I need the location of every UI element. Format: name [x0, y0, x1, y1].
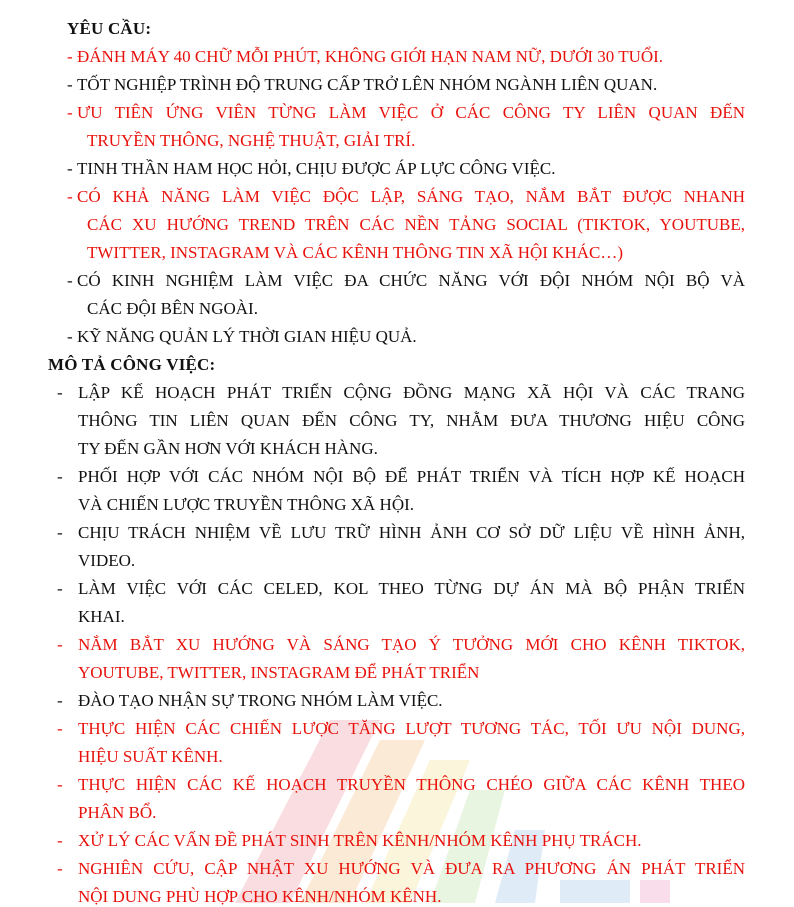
dash-bullet: -	[57, 859, 63, 878]
dash-bullet: -	[57, 523, 63, 542]
list-item-text-line: CÁC XU HƯỚNG TREND TRÊN CÁC NỀN TẢNG SOCIAL (TIKTOK, YOUTUBE,	[87, 215, 745, 234]
list-item-text-line: CÁC ĐỘI BÊN NGOÀI.	[87, 299, 258, 318]
list-item-text-line: NẮM BẮT XU HƯỚNG VÀ SÁNG TẠO Ý TƯỞNG MỚI CHO KÊNH TIKTOK,	[78, 635, 745, 654]
dash-bullet: -	[67, 271, 73, 290]
list-item-text-line: THỰC HIỆN CÁC CHIẾN LƯỢC TĂNG LƯỢT TƯƠNG TÁC, TỐI ƯU NỘI DUNG,	[78, 719, 745, 738]
dash-bullet: -	[57, 775, 63, 794]
dash-bullet: -	[57, 383, 63, 402]
list-item-text-line: TINH THẦN HAM HỌC HỎI, CHỊU ĐƯỢC ÁP LỰC CÔNG VIỆC.	[77, 159, 556, 178]
dash-bullet: -	[67, 47, 73, 66]
watermark-bar-blue	[560, 880, 630, 903]
watermark-bar-pink	[640, 880, 670, 903]
list-item-text-line: LÀM VIỆC VỚI CÁC CELED, KOL THEO TỪNG DỰ ÁN MÀ BỘ PHẬN TRIỂN	[78, 579, 745, 598]
list-item-text-line: NGHIÊN CỨU, CẬP NHẬT XU HƯỚNG VÀ ĐƯA RA PHƯƠNG ÁN PHÁT TRIỂN	[78, 859, 745, 878]
list-item-text-line: LẬP KẾ HOẠCH PHÁT TRIỂN CỘNG ĐỒNG MẠNG XÃ HỘI VÀ CÁC TRANG	[78, 383, 745, 402]
list-item-text-line: ĐÁNH MÁY 40 CHỮ MỖI PHÚT, KHÔNG GIỚI HẠN NAM NỮ, DƯỚI 30 TUỔI.	[77, 47, 664, 66]
list-item-text-line: HIỆU SUẤT KÊNH.	[78, 747, 223, 766]
list-item-text-line: YOUTUBE, TWITTER, INSTAGRAM ĐỂ PHÁT TRIỂN	[78, 663, 480, 682]
dash-bullet: -	[67, 103, 73, 122]
list-item-text-line: TY ĐẾN GẦN HƠN VỚI KHÁCH HÀNG.	[78, 439, 378, 458]
dash-bullet: -	[57, 691, 63, 710]
list-item-text-line: VIDEO.	[78, 551, 136, 570]
list-item-text-line: NỘI DUNG PHÙ HỢP CHO KÊNH/NHÓM KÊNH.	[78, 887, 442, 906]
job-description-heading: MÔ TẢ CÔNG VIỆC:	[48, 355, 216, 374]
list-item-text-line: XỬ LÝ CÁC VẤN ĐỀ PHÁT SINH TRÊN KÊNH/NHÓM KÊNH PHỤ TRÁCH.	[78, 831, 642, 850]
dash-bullet: -	[67, 327, 73, 346]
dash-bullet: -	[57, 635, 63, 654]
dash-bullet: -	[57, 579, 63, 598]
list-item-text-line: CHỊU TRÁCH NHIỆM VỀ LƯU TRỮ HÌNH ẢNH CƠ SỞ DỮ LIỆU VỀ HÌNH ẢNH,	[78, 523, 745, 542]
dash-bullet: -	[57, 719, 63, 738]
dash-bullet: -	[67, 75, 73, 94]
list-item-text-line: PHỐI HỢP VỚI CÁC NHÓM NỘI BỘ ĐỂ PHÁT TRIỂN VÀ TÍCH HỢP KẾ HOẠCH	[78, 467, 745, 486]
dash-bullet: -	[57, 467, 63, 486]
list-item-text-line: CÓ KHẢ NĂNG LÀM VIỆC ĐỘC LẬP, SÁNG TẠO, NẮM BẮT ĐƯỢC NHANH	[77, 187, 745, 206]
list-item-text-line: CÓ KINH NGHIỆM LÀM VIỆC ĐA CHỨC NĂNG VỚI ĐỘI NHÓM NỘI BỘ VÀ	[77, 271, 745, 290]
list-item-text-line: ĐÀO TẠO NHẬN SỰ TRONG NHÓM LÀM VIỆC.	[78, 691, 443, 710]
dash-bullet: -	[67, 187, 73, 206]
list-item-text-line: TRUYỀN THÔNG, NGHỆ THUẬT, GIẢI TRÍ.	[87, 131, 416, 150]
requirements-heading: YÊU CẦU:	[67, 19, 152, 38]
list-item-text-line: KHAI.	[78, 607, 125, 626]
dash-bullet: -	[67, 159, 73, 178]
list-item-text-line: VÀ CHIẾN LƯỢC TRUYỀN THÔNG XÃ HỘI.	[78, 495, 415, 514]
list-item-text-line: PHÂN BỔ.	[78, 803, 157, 822]
list-item-text-line: THÔNG TIN LIÊN QUAN ĐẾN CÔNG TY, NHẰM ĐƯA THƯƠNG HIỆU CÔNG	[78, 411, 745, 430]
list-item-text-line: ƯU TIÊN ỨNG VIÊN TỪNG LÀM VIỆC Ở CÁC CÔNG TY LIÊN QUAN ĐẾN	[77, 103, 745, 122]
list-item-text-line: KỸ NĂNG QUẢN LÝ THỜI GIAN HIỆU QUẢ.	[77, 327, 417, 346]
list-item-text-line: THỰC HIỆN CÁC KẾ HOẠCH TRUYỀN THÔNG CHÉO GIỮA CÁC KÊNH THEO	[78, 775, 745, 794]
list-item-text-line: TỐT NGHIỆP TRÌNH ĐỘ TRUNG CẤP TRỞ LÊN NHÓM NGÀNH LIÊN QUAN.	[77, 75, 658, 94]
dash-bullet: -	[57, 831, 63, 850]
list-item-text-line: TWITTER, INSTAGRAM VÀ CÁC KÊNH THÔNG TIN XÃ HỘI KHÁC…)	[87, 243, 623, 262]
